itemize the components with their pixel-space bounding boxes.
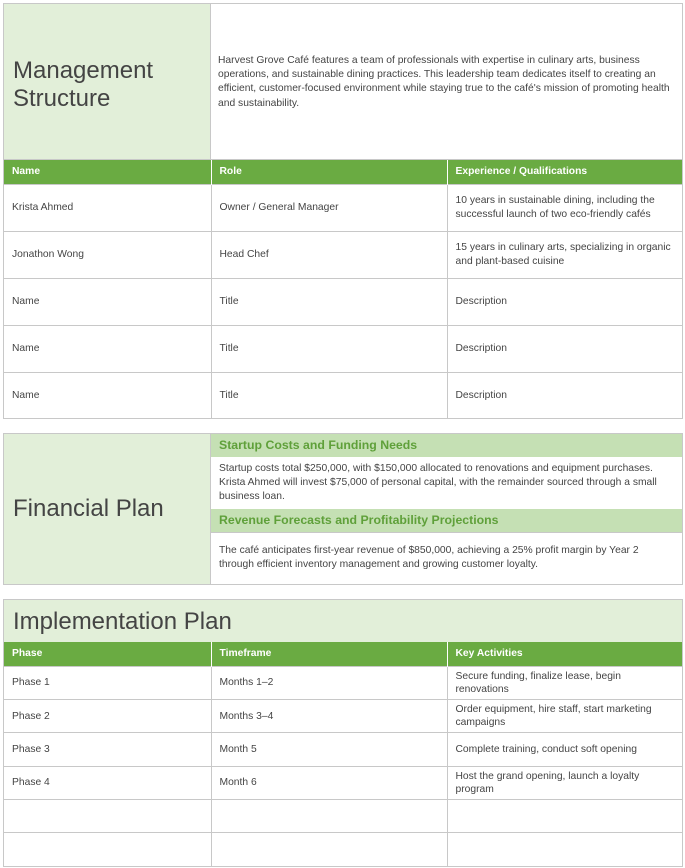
revenue-forecasts-text: The café anticipates first-year revenue of $850,000, achieving a 25% profit margin by Year 2 through efficient inventory management and growing customer loyalty. [219, 545, 639, 571]
table-row [4, 372, 682, 419]
cell-name: Jonathon Wong [4, 231, 211, 278]
cell-activities: Secure funding, finalize lease, begin renovations [447, 666, 682, 699]
table-row [4, 766, 682, 799]
divider [211, 532, 682, 533]
table-row [4, 666, 682, 699]
cell-timeframe [211, 833, 447, 866]
cell-activities: Order equipment, hire staff, start marketing campaigns [447, 699, 682, 732]
cell-phase: Phase 1 [4, 666, 211, 699]
cell-name: Krista Ahmed [4, 184, 211, 231]
cell-role: Title [211, 278, 447, 325]
table-header-row [4, 642, 682, 666]
implementation-plan-section [3, 599, 683, 867]
column-header-phase: Phase [4, 642, 211, 666]
column-header-timeframe: Timeframe [211, 642, 447, 666]
cell-activities [447, 800, 682, 833]
column-header-role: Role [211, 160, 447, 184]
financial-title-cell [4, 434, 211, 584]
table-row [4, 184, 682, 231]
cell-activities: Complete training, conduct soft opening [447, 733, 682, 766]
cell-experience: 10 years in sustainable dining, including the successful launch of two eco-friendly cafés [447, 184, 682, 231]
management-table [4, 160, 682, 419]
cell-phase [4, 800, 211, 833]
cell-timeframe: Month 5 [211, 733, 447, 766]
cell-experience: Description [447, 325, 682, 372]
financial-title: Financial Plan [13, 495, 164, 522]
cell-name: Name [4, 278, 211, 325]
cell-name: Name [4, 372, 211, 419]
cell-timeframe: Months 1–2 [211, 666, 447, 699]
cell-phase [4, 833, 211, 866]
table-row [4, 733, 682, 766]
column-header-name: Name [4, 160, 211, 184]
table-row [4, 833, 682, 866]
cell-timeframe: Month 6 [211, 766, 447, 799]
cell-activities: Host the grand opening, launch a loyalty program [447, 766, 682, 799]
cell-role: Head Chef [211, 231, 447, 278]
cell-role: Title [211, 372, 447, 419]
table-header-row [4, 160, 682, 184]
implementation-title-cell [4, 600, 682, 642]
cell-phase: Phase 2 [4, 699, 211, 732]
implementation-title: Implementation Plan [13, 608, 232, 635]
management-title: Management Structure [13, 57, 154, 112]
column-header-experience: Experience / Qualifications [447, 160, 682, 184]
cell-activities [447, 833, 682, 866]
management-description: Harvest Grove Café features a team of professionals with expertise in culinary arts, business operations, and sustainable dining practices. This leadership team dedicates itself to creating an efficient, customer-focused environment while staying true to the café's mission of promoting health and sustainability. [211, 4, 682, 160]
cell-phase: Phase 3 [4, 733, 211, 766]
cell-timeframe [211, 800, 447, 833]
table-row [4, 325, 682, 372]
column-header-key-activities: Key Activities [447, 642, 682, 666]
revenue-forecasts-heading: Revenue Forecasts and Profitability Projections [211, 509, 682, 532]
implementation-table [4, 642, 682, 866]
management-structure-section [3, 3, 683, 419]
cell-experience: Description [447, 372, 682, 419]
cell-timeframe: Months 3–4 [211, 699, 447, 732]
table-row [4, 278, 682, 325]
cell-role: Owner / General Manager [211, 184, 447, 231]
startup-costs-text: Startup costs total $250,000, with $150,000 allocated to renovations and equipment purchases. Krista Ahmed will invest $75,000 of personal capital, with the remainder sourced through a small business loan. [219, 463, 657, 503]
table-row [4, 699, 682, 732]
management-title-cell [4, 4, 211, 160]
table-row [4, 231, 682, 278]
cell-experience: Description [447, 278, 682, 325]
table-row [4, 800, 682, 833]
cell-experience: 15 years in culinary arts, specializing in organic and plant-based cuisine [447, 231, 682, 278]
financial-plan-section [3, 433, 683, 585]
startup-costs-heading: Startup Costs and Funding Needs [211, 434, 682, 457]
cell-name: Name [4, 325, 211, 372]
cell-role: Title [211, 325, 447, 372]
cell-phase: Phase 4 [4, 766, 211, 799]
